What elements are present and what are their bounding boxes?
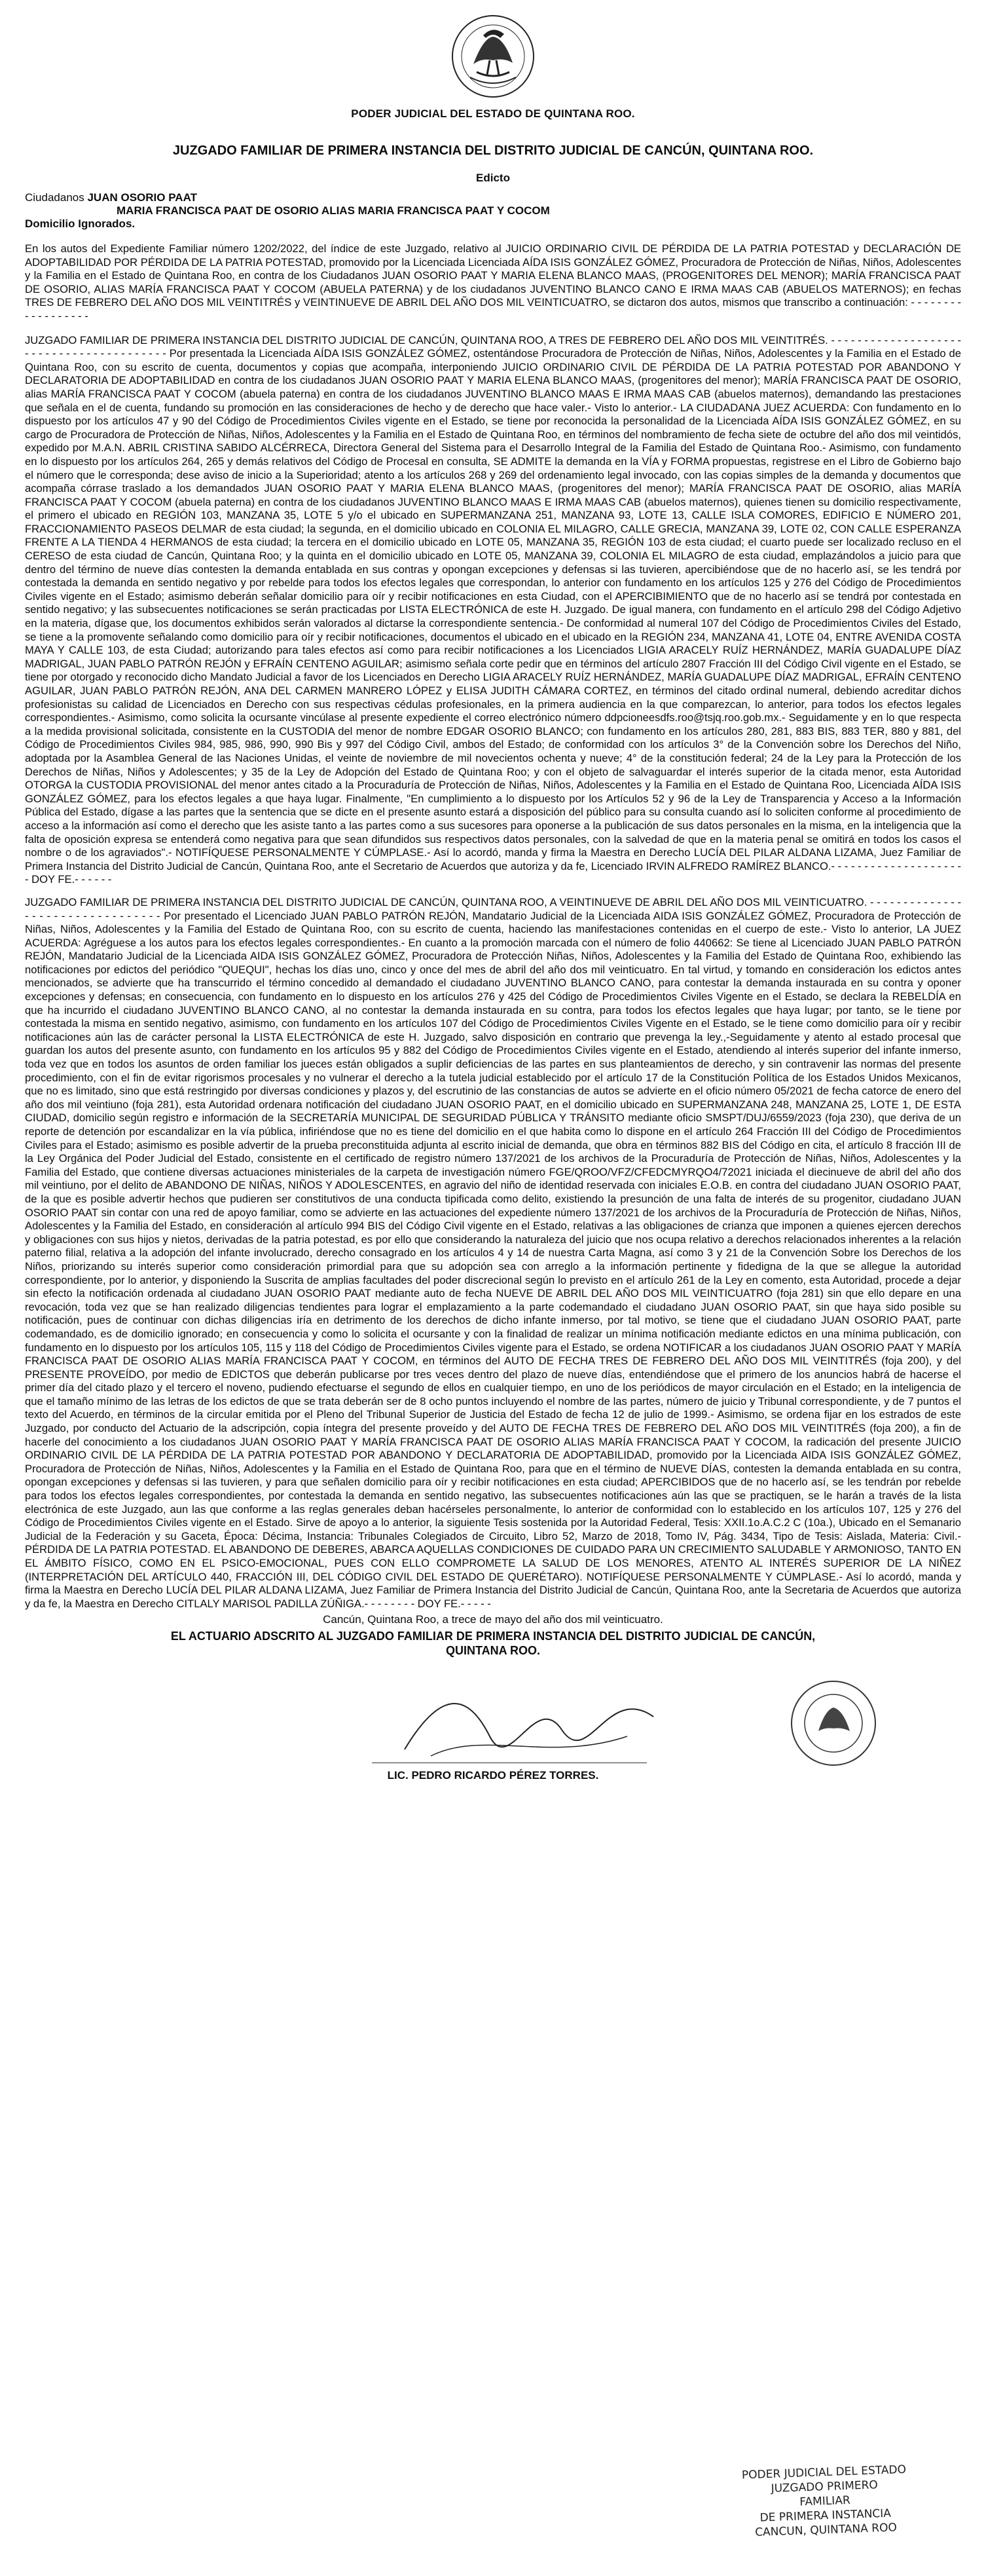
court-seal-icon	[784, 1677, 883, 1769]
ruling-2024-paragraph: JUZGADO FAMILIAR DE PRIMERA INSTANCIA DEL DISTRITO JUDICIAL DE CANCÚN, QUINTANA ROO, A VEINTINUEVE DE ABRIL DEL AÑO DOS MIL VEINTICUATRO. - - - - - - - - - - - - - - - - - - - - - - - - - - - - - - - - - Por presentado el Licenciado JUAN PABLO PATRÓN REJÓN, Mandatario Judicial de la Licenciada AIDA ISIS GONZÁLEZ GÓMEZ, Procuradora de Protección de Niñas, Niños, Adolescentes y la Familia del Estado de Quintana Roo, con su escrito de cuenta, haciendo las manifestaciones contenidas en el cuerpo de este.- Visto lo anterior, LA JUEZ ACUERDA: Agréguese a los autos para los efectos legales correspondientes.- En cuanto a la promoción marcada con el número de folio 440662: Se tiene al Licenciado JUAN PABLO PATRÓN REJÓN, Mandatario Judicial de la Licenciada AIDA ISIS GONZÁLEZ GÓMEZ, Procuradora de Protección Niñas, Niños, Adolescentes y la Familia del Estado de Quintana Roo, exhibiendo las notificaciones por edictos del periódico "QUEQUI", hechas los días uno, cinco y once del mes de abril del año dos mil veinticuatro. En tal virtud, y tomando en consideración los edictos antes mencionados, se advierte que ha transcurrido el término concedido al demandado el ciudadano JUVENTINO BLANCO CANO, para contestar la demanda instaurada en su contra y oponer excepciones y defensas; en consecuencia, con fundamento en lo dispuesto en los artículos 276 y 425 del Código de Procedimientos Civiles Vigente en el Estado, se declara la REBELDÍA en que ha incurrido el ciudadano JUVENTINO BLANCO CANO, al no contestar la demanda instaurada en su contra, para todos los efectos legales que haya lugar; por tanto, se le tiene por contestada la misma en sentido negativo, asimismo, con fundamento en los artículos 107 del Código de Procedimientos Civiles Vigente en el Estado, se le tiene como domicilio para oír y recibir notificaciones aún las de carácter personal la LISTA ELECTRÓNICA de este H. Juzgado, salvo disposición en contrario que prevenga la ley.,-Seguidamente y atento al estado procesal que guardan los autos del presente asunto, con fundamento en los artículos 95 y 882 del Código de Procedimientos Civiles vigente en el Estado, atendiendo al interés superior del infante inmerso, toda vez que en todos los asuntos de orden familiar los jueces están obligados a suplir deficiencias de las partes en sus planteamientos de derecho, y sin contravenir las normas del presente procedimiento, con el fin de evitar rigorismos procesales y no vulnerar el derecho a la tutela judicial establecido por el artículo 17 de la Constitución Política de los Estados Unidos Mexicanos, que no es limitado, sino que está restringido por diversas condiciones y plazos y, del escrutinio de las constancias de autos se advierte en el oficio número 05/2021 de fecha catorce de enero del año dos mil veintiuno (foja 281), esta Autoridad ordenara notificación del ciudadano JUAN OSORIO PAAT, en el domicilio ubicado en SUPERMANZANA 248, MANZANA 25, LOTE 1, DE ESTA CIUDAD, domicilio según registro e información de la SECRETARÍA MUNICIPAL DE SEGURIDAD PÚBLICA Y TRÁNSITO mediante oficio SMSPT/DUJ/6559/2023 (foja 230), que deriva de un reporte de detención por escandalizar en la vía pública, infiriéndose que no es tiene del domicilio en el que habita como lo dispone en el artículo 264 Fracción III del Código de Procedimientos Civiles para el Estado; asimismo es posible advertir de la prueba preconstituida adjunta al escrito inicial de demanda, que obra en términos 882 BIS del Código en cita, el artículo 8 fracción III de la Ley Orgánica del Poder Judicial del Estado, consistente en el certificado de registro número 137/2021 de los archivos de la Procuraduría de Protección de Niñas, Niños, Adolescentes y la Familia del Estado, que contiene diversas actuaciones ministeriales de la carpeta de investigación número FGE/QROO/VFZ/CFEDCMYRQO4/72021 iniciada el diecinueve de abril del año dos mil veintiuno, por el delito de ABANDONO DE NIÑAS, NIÑOS Y ADOLESCENTES, en agravio del niño de identidad reservada con iniciales E.O.B. en contra del ciudadano JUAN OSORIO PAAT, de la que es posible advertir hechos que pudieren ser constitutivos de una conducta tipificada como delito, existiendo la presunción de una falta de interés de su progenitor, ciudadano JUAN OSORIO PAAT sin contar con una red de apoyo familiar, como se advierte en las actuaciones del expediente número 137/2021 de los archivos de la Procuraduría de Protección de Niñas, Niños, Adolescentes y la Familia del Estado, en consideración al artículo 994 BIS del Código Civil vigente en el Estado, relativas a las obligaciones de crianza que imponen a quienes ejercen derechos y obligaciones con sus hijos y nietos, derivadas de la patria potestad, es por ello que considerando la naturaleza del juicio que nos ocupa relativo a derechos relacionados inherentes a la relación paterno filial, relativa a la adopción del infante involucrado, derecho consagrado en los artículos 4 y 14 de nuestra Carta Magna, así como 3 y 21 de la Convención Sobre los Derechos de los Niños, priorizando su interés superior como consideración primordial para que su adopción sea con arreglo a la información pertinente y fidedigna de la que se allegue la autoridad correspondiente, por lo anterior, y disponiendo la Suscrita de amplias facultades del poder discrecional según lo previsto en el artículo 261 de la Ley en comento, esta Autoridad, procede a dejar sin efecto la notificación ordenada al ciudadano JUAN OSORIO PAAT mediante auto de fecha NUEVE DE ABRIL DEL AÑO DOS MIL VEINTICUATRO (foja 281) sin que ello depare en una revocación, toda vez que se han realizado diligencias tendientes para lograr el emplazamiento a la parte codemandado el ciudadano JUAN OSORIO PAAT, sin que haya sido posible su notificación, pues de continuar con dichas diligencias iría en detrimento de los derechos de dicho infante inmerso, por tal motivo, se tiene que el ciudadano JUAN OSORIO PAAT, parte codemandado, es de domicilio ignorado; en consecuencia y como lo solicita el ocursante y con la finalidad de realizar un mínima notificación mediante edictos en una mínima publicación, con fundamento en lo dispuesto por los artículos 105, 115 y 118 del Código de Procedimientos Civiles vigente para el Estado, se ordena NOTIFICAR a los ciudadanos JUAN OSORIO PAAT Y MARÍA FRANCISCA PAAT DE OSORIO ALIAS MARÍA FRANCISCA PAAT Y COCOM, en términos del AUTO DE FECHA TRES DE FEBRERO DEL AÑO DOS MIL VEINTITRÉS (foja 200), y del PRESENTE PROVEÍDO, por medio de EDICTOS que deberán publicarse por tres veces dentro del plazo de nueve días, entendiéndose que el primero de los anuncios habrá de hacerse el primer día del citado plazo y el tercero el noveno, pudiendo efectuarse el segundo de ellos en cualquier tiempo, en uno de los periódicos de mayor circulación en el Estado; en la inteligencia de que el tamaño mínimo de las letras de los edictos de que se trata deberán ser de 8 ocho puntos incluyendo el nombre de las partes, número de juicio y Tribunal correspondiente, y de 7 puntos el texto del Acuerdo, en términos de la circular emitida por el Pleno del Tribunal Superior de Justicia del Estado de fecha 12 de julio de 1999.- Asimismo, se ordena fijar en los estrados de este Juzgado, por conducto del Actuario de la adscripción, copia íntegra del presente proveído y del AUTO DE FECHA TRES DE FEBRERO DEL AÑO DOS MIL VEINTITRÉS (foja 200), a fin de hacerle del conocimiento a los ciudadanos JUAN OSORIO PAAT Y MARÍA FRANCISCA PAAT DE OSORIO ALIAS MARÍA FRANCISCA PAAT Y COCOM, la radicación del presente JUICIO ORDINARIO CIVIL DE LA PÉRDIDA DE LA PATRIA POTESTAD POR ABANDONO Y DECLARATORIA DE ADOPTABILIDAD, promovido por la Licenciada AIDA ISIS GONZÁLEZ GÓMEZ, Procuradora de Protección de Niñas, Niños, Adolescentes y la Familia en el Estado de Quintana Roo, para que en el término de NUEVE DÍAS, contesten la demanda entablada en su contra, opongan excepciones y defensas si las tuvieren, y para que señalen domicilio para oír y recibir notificaciones en esta ciudad; APERCIBIDOS que de no hacerlo así, se les tendrán por rebelde para todos los efectos legales correspondientes, por contestada la demanda en sentido negativo, las subsecuentes notificaciones aún las que se practiquen, se le harán a través de la lista electrónica de este Juzgado, aun las que conforme a las reglas generales deban hacérseles personalmente, lo anterior de conformidad con lo establecido en los artículos 107, 125 y 276 del Código de Procedimientos Civiles vigente en el Estado. Sirve de apoyo a lo anterior, la siguiente Tesis sostenida por la Autoridad Federal, Tesis: XXII.1o.A.C.2 C (10a.), Ubicado en el Semanario Judicial de la Federación y su Gaceta, Época: Décima, Instancia: Tribunales Colegiados de Circuito, Libro 52, Marzo de 2018, Tomo IV, Pág. 3434, Tipo de Tesis: Aislada, Materia: Civil.- PÉRDIDA DE LA PATRIA POTESTAD. EL ABANDONO DE DEBERES, ABARCA AQUELLAS CONDICIONES DE CUIDADO PARA UN CRECIMIENTO SALUDABLE Y ARMONIOSO, TANTO EN EL ÁMBITO FÍSICO, COMO EN EL PSICO-EMOCIONAL, PUES CON ELLO COMPROMETE LA SALUD DE LOS MENORES, ATENTO AL INTERÉS SUPERIOR DE LA NIÑEZ (INTERPRETACIÓN DEL ARTÍCULO 440, FRACCIÓN III, DEL CÓDIGO CIVIL DEL ESTADO DE QUERÉTARO). NOTIFÍQUESE PERSONALMENTE Y CÚMPLASE.- Así lo acordó, manda y firma la Maestra en Derecho LUCÍA DEL PILAR ALDANA LIZAMA, Juez Familiar de Primera Instancia del Distrito Judicial de Cancún, Quintana Roo, ante la Secretaria de Acuerdos que autoriza y da fe, la Maestra en Derecho CITLALY MARISOL PADILLA ZÚÑIGA.- - - - - - - - DOY FE.- - - - -	[25, 895, 961, 1610]
stamp-line: JUZGADO PRIMERO	[771, 2478, 879, 2495]
signatory-title: EL ACTUARIO ADSCRITO AL JUZGADO FAMILIAR DE PRIMERA INSTANCIA DEL DISTRITO JUDICIAL DE CANCÚN, QUINTANA ROO.	[170, 1630, 816, 1658]
handwritten-signature-icon	[392, 1671, 666, 1769]
court-stamp	[693, 2461, 957, 2542]
ruling-2023-paragraph: JUZGADO FAMILIAR DE PRIMERA INSTANCIA DEL DISTRITO JUDICIAL DE CANCÚN, QUINTANA ROO, A TRES DE FEBRERO DEL AÑO DOS MIL VEINTITRÉS. - - - - - - - - - - - - - - - - - - - - - - - - - - - - - - - - - - - - - - - - - Por presentada la Licenciada AÍDA ISIS GONZÁLEZ GÓMEZ, ostentándose Procuradora de Protección de Niñas, Niños, Adolescentes y la Familia en el Estado de Quintana Roo, con su escrito de cuenta, documentos y copias que acompaña, interponiendo JUICIO ORDINARIO CIVIL DE PÉRDIDA DE LA PATRIA POTESTAD POR ABANDONO Y DECLARATORIA DE ADOPTABILIDAD en contra de los ciudadanos JUAN OSORIO PAAT Y MARIA ELENA BLANCO MAAS, (progenitores del menor); MARÍA FRANCISCA PAAT DE OSORIO, alias MARÍA FRANCISCA PAAT Y COCOM (abuela paterna) en contra de los ciudadanos JUVENTINO BLANCO MAAS E IRMA MAAS CAB (abuelos maternos), demandando las prestaciones que señala en el de cuenta, fundando su promoción en las consideraciones de hecho y de derecho que hace valer.- Visto lo anterior.- LA CIUDADANA JUEZ ACUERDA: Con fundamento en lo dispuesto por los artículos 47 y 90 del Código de Procedimientos Civiles vigente en el Estado, se tiene por reconocida la personalidad de la Licenciada AÍDA ISIS GONZÁLEZ GÓMEZ, en su cargo de Procuradora de Protección de Niñas, Niños, Adolescentes y la Familia en el Estado de Quintana Roo, en términos del nombramiento de fecha siete de octubre del año dos mil veintidós, expedido por M.A.N. ABRIL CRISTINA SABIDO ALCÉRRECA, Directora General del Sistema para el Desarrollo Integral de la Familia del Estado de Quintana Roo.- Asimismo, con fundamento en lo dispuesto por los artículos 264, 265 y demás relativos del Código de Procesal en consulta, SE ADMITE la demanda en la VÍA y FORMA propuestas, registrese en el Libro de Gobierno bajo el número que le corresponda; dese aviso de inicio a la Superioridad; atento a los artículos 268 y 269 del ordenamiento legal invocado, con las copias simples de la demanda y documentos que acompaña córrase traslado a los demandados JUAN OSORIO PAAT Y MARIA ELENA BLANCO MAAS, (progenitores del menor); MARÍA FRANCISCA PAAT DE OSORIO, alias MARÍA FRANCISCA PAAT Y COCOM (abuela paterna) en contra de los ciudadanos JUVENTINO BLANCO MAAS E IRMA MAAS CAB (abuelos maternos), quienes tienen su domicilio respectivamente, el primero el ubicado en REGIÓN 103, MANZANA 35, LOTE 5 y/o el ubicado en SUPERMANZANA 251, MANZANA 93, LOTE 13, CALLE ISLA COMORES, EDIFICIO E NÚMERO 201, FRACCIONAMIENTO PASEOS DELMAR de esta ciudad; la segunda, en el domicilio ubicado en COLONIA EL MILAGRO, CALLE GRECIA, MANZANA 39, LOTE 02, CON CALLE ESPERANZA FRENTE A LA TIENDA 4 HERMANOS de esta ciudad; la tercera en el domicilio ubicado en LOTE 05, MANZANA 35, REGIÓN 103 de esta ciudad; el cuarto puede ser localizado recluso en el CERESO de esta ciudad de Cancún, Quintana Roo; y la quinta en el domicilio ubicado en LOTE 05, MANZANA 39, COLONIA EL MILAGRO de esta ciudad, emplazándolos a juicio para que dentro del término de nueve días contesten la demanda entablada en sus contras y opongan excepciones y defensas si las tuvieren, apercibiéndose que de no hacerlo así, se les tendrá por contestada la demanda en sentido negativo y por rebelde para todos los efectos legales que correspondan, lo anterior con fundamento en los artículos 125 y 276 del Código de Procedimientos Civiles vigente en el Estado; asimismo deberán señalar domicilio para oír y recibir notificaciones en esta Ciudad, con el APERCIBIMIENTO que de no hacerlo así se tendrá por contestada en sentido negativo; y las subsecuentes notificaciones se serán practicadas por LISTA ELECTRÓNICA de este H. Juzgado. De igual manera, con fundamento en el artículo 298 del Código Adjetivo en la materia, dígase que, los documentos exhibidos serán valorados al dictarse la correspondiente sentencia.- De conformidad al numeral 107 del Código de Procedimientos Civiles del Estado, se tiene a la promovente señalando como domicilio para oír y recibir notificaciones, documentos el ubicado en el ubicado en la REGIÓN 234, MANZANA 41, LOTE 04, ENTRE AVENIDA COSTA MAYA Y CALLE 103, de esta Ciudad; autorizando para tales efectos así como para recibir notificaciones a los Licenciados LIGIA ARACELY RUÍZ HERNÁNDEZ, MARÍA GUADALUPE DÍAZ MADRIGAL, JUAN PABLO PATRÓN REJÓN y EFRAÍN CENTENO AGUILAR; asimismo señala corte pedir que en términos del artículo 2807 Fracción III del Código Civil vigente en el Estado, se tiene por otorgado y reconocido dicho Mandato Judicial a favor de los Licenciados en Derecho LIGIA ARACELY RUÍZ HERNÁNDEZ, MARÍA GUADALUPE DÍAZ MADRIGAL, EFRAÍN CENTENO AGUILAR, JUAN PABLO PATRÓN REJÓN, ANA DEL CARMEN MANRERO LÓPEZ y ELISA JUDITH CÁMARA CORTEZ, en términos del citado ordinal numeral, debiendo acreditar dichos profesionistas su calidad de Licenciados en Derecho con sus respectivas cédulas profesionales, en la primera audiencia en la que comparezcan, lo anterior, para todos los efectos legales correspondientes.- Asimismo, como solicita la ocursante vincúlase al presente expediente el correo electrónico número ddpcioneesdfs.roo@tsjq.roo.gob.mx.- Seguidamente y en lo que respecta a la medida provisional solicitada, consistente en la CUSTODIA del menor de nombre EDGAR OSORIO BLANCO; con fundamento en los artículos 280, 281, 883 BIS, 883 TER, 880 y 881, del Código de Procedimientos Civiles 984, 985, 986, 990, 990 Bis y 997 del Código Civil, ambos del Estado; de conformidad con los artículos 3° de la Convención sobre los Derechos del Niño, adoptada por la Asamblea General de las Naciones Unidas, el veinte de noviembre de mil novecientos ochenta y nueve; 4° de la constitución federal; 24 de la Ley para la Protección de los Derechos de Niñas, Niños y Adolescentes; y 35 de la Ley de Adopción del Estado de Quintana Roo; y con el objeto de salvaguardar el interés superior de la citada menor, esta Autoridad OTORGA la CUSTODIA PROVISIONAL del menor antes citado a la Procuraduría de Protección de Niñas, Niños, Adolescentes y la Familia en el Estado de Quintana Roo, Licenciada AÍDA ISIS GONZÁLEZ GÓMEZ, para los efectos legales a que haya lugar. Finalmente, "En cumplimiento a lo dispuesto por los Artículos 52 y 96 de la Ley de Transparencia y Acceso a la Información Pública del Estado, dígase a las partes que la sentencia que se dicte en el presente asunto estará a disposición del público para su consulta cuando así lo soliciten conforme al procedimiento de acceso a la información así como el derecho que les asiste tanto a las partes como a sus sucesores para oponerse a la publicación de sus datos personales en la misma, en la inteligencia que la falta de oposición expresa se entenderá como negativa para que sean difundidos sus respectivos datos personales, con la salvedad de que en la materia penal se omitirá en todos los casos el nombre o de los agraviados".- NOTIFÍQUESE PERSONALMENTE Y CÚMPLASE.- Así lo acordó, manda y firma la Maestra en Derecho LUCÍA DEL PILAR ALDANA LIZAMA, Juez Familiar de Primera Instancia del Distrito Judicial de Cancún, Quintana Roo, ante el Secretario de Acuerdos que autoriza y da fe, Licenciado IRVIN ALFREDO RAMÍREZ BLANCO.- - - - - - - - - - - - - - - - - - - - - DOY FE.- - - - - -	[25, 333, 961, 886]
signatory-name: LIC. PEDRO RICARDO PÉREZ TORRES.	[387, 1769, 599, 1782]
stamp-line: CANCUN, QUINTANA ROO	[754, 2521, 898, 2539]
addressee-1: JUAN OSORIO PAAT	[87, 191, 197, 204]
signature-area	[25, 1658, 961, 1808]
place-date: Cancún, Quintana Roo, a trece de mayo del año dos mil veinticuatro.	[323, 1613, 663, 1626]
coat-of-arms	[25, 12, 961, 103]
court-name: JUZGADO FAMILIAR DE PRIMERA INSTANCIA DEL DISTRITO JUDICIAL DE CANCÚN, QUINTANA ROO.	[172, 143, 814, 158]
addressee-2: MARIA FRANCISCA PAAT DE OSORIO ALIAS MARIA FRANCISCA PAAT Y COCOM	[117, 204, 550, 217]
stamp-line: DE PRIMERA INSTANCIA	[759, 2507, 892, 2525]
institution-name: PODER JUDICIAL DEL ESTADO DE QUINTANA ROO.	[351, 107, 635, 120]
addressee-prefix: Ciudadanos	[25, 191, 88, 204]
mexican-eagle-seal-icon	[444, 12, 542, 101]
intro-paragraph: En los autos del Expediente Familiar número 1202/2022, del índice de este Juzgado, relativo al JUICIO ORDINARIO CIVIL DE PÉRDIDA DE LA PATRIA POTESTAD y DECLARACIÓN DE ADOPTABILIDAD POR PÉRDIDA DE LA PATRIA POTESTAD, promovido por la Licenciada Licenciada AÍDA ISIS GONZÁLEZ GÓMEZ, Procuradora de Protección de Niñas, Niños, Adolescentes y la Familia en el Estado de Quintana Roo, en contra de los Ciudadanos JUAN OSORIO PAAT Y MARIA ELENA BLANCO MAAS, (PROGENITORES DEL MENOR); MARÍA FRANCISCA PAAT DE OSORIO, ALIAS MARÍA FRANCISCA PAAT Y COCOM (ABUELA PATERNA) y de los ciudadanos JUVENTINO BLANCO CANO E IRMA MAAS CAB (ABUELOS MATERNOS); en fechas TRES DE FEBRERO DEL AÑO DOS MIL VEINTITRÉS y VEINTINUEVE DE ABRIL DEL AÑO DOS MIL VEINTICUATRO, se dictaron dos autos, mismos que transcribo a continuación: - - - - - - - - - - - - - - - - - -	[25, 242, 961, 322]
stamp-line: PODER JUDICIAL DEL ESTADO	[741, 2463, 907, 2482]
stamp-line: FAMILIAR	[799, 2493, 851, 2509]
document-type: Edicto	[476, 172, 510, 184]
addressees-block	[25, 191, 961, 231]
addressee-domicile: Domicilio Ignorados.	[25, 217, 136, 230]
